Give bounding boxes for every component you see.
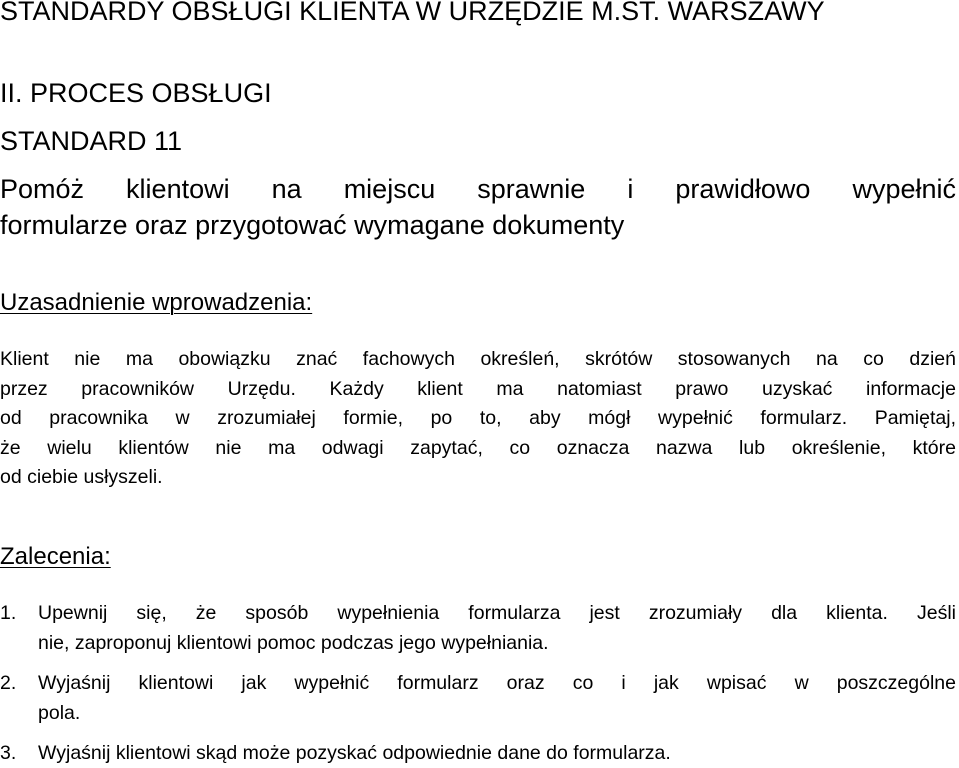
standard-description-line: Pomóż klientowi na miejscu sprawnie i prawidłowo wypełnić	[0, 174, 956, 204]
recommendations-heading: Zalecenia:	[0, 543, 111, 570]
justification-line: od pracownika w zrozumiałej formie, po to, aby mógł wypełnić formularz. Pamiętaj,	[0, 407, 956, 430]
justification-line: Klient nie ma obowiązku znać fachowych określeń, skrótów stosowanych na co dzień	[0, 348, 956, 370]
list-item	[0, 668, 956, 729]
recommendations-list	[0, 598, 956, 768]
standard-title: STANDARD 11	[0, 126, 183, 156]
list-item-number: 1.	[0, 602, 17, 624]
list-item-text: Wyjaśnij klientowi jak wypełnić formularz oraz co i jak wpisać w poszczególne	[38, 671, 956, 694]
list-item-text: Upewnij się, że sposób wypełnienia formularza jest zrozumiały dla klienta. Jeśli	[38, 602, 956, 624]
list-item	[0, 598, 956, 659]
justification-line: przez pracowników Urzędu. Każdy klient ma natomiast prawo uzyskać informacje	[0, 377, 956, 400]
justification-paragraph	[0, 345, 956, 493]
list-item-text: pola.	[38, 702, 81, 725]
justification-line: od ciebie usłyszeli.	[0, 466, 163, 489]
justification-line: że wielu klientów nie ma odwagi zapytać, co oznacza nazwa lub określenie, które	[0, 436, 956, 459]
list-item-number: 3.	[0, 741, 17, 764]
list-item-text: nie, zaproponuj klientowi pomoc podczas jego wypełniania.	[38, 632, 549, 655]
list-item-text: Wyjaśnij klientowi skąd może pozyskać odpowiednie dane do formularza.	[38, 741, 671, 764]
document-header-title: STANDARDY OBSŁUGI KLIENTA W URZĘDZIE M.ST. WARSZAWY	[0, 0, 825, 26]
list-item-number: 2.	[0, 671, 17, 694]
justification-heading: Uzasadnienie wprowadzenia:	[0, 289, 313, 316]
standard-description	[0, 171, 956, 243]
section-title: II. PROCES OBSŁUGI	[0, 78, 272, 108]
list-item	[0, 738, 956, 768]
standard-description-line: formularze oraz przygotować wymagane dokumenty	[0, 210, 625, 240]
